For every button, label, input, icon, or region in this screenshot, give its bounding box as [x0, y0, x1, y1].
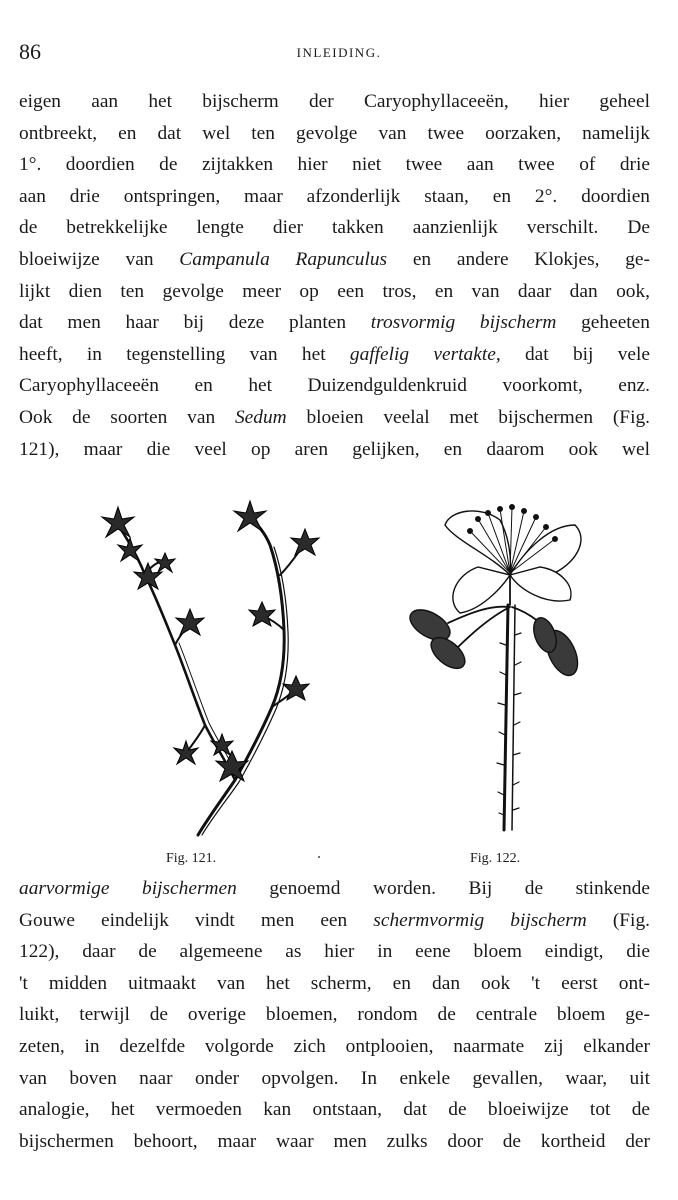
text-line	[19, 999, 650, 1031]
text-line	[19, 905, 650, 937]
text-segment: de betrekkelijke lengte dier takken aanzienlijk verschilt. De	[19, 217, 650, 239]
text-segment: lijkt dien ten gevolge meer op een tros, en van daar dan ook,	[19, 280, 650, 302]
text-segment: 122), daar de algemeene as hier in eene bloem eindigt, die	[19, 941, 650, 963]
text-segment: 1°. doordien de zijtakken hier niet twee aan twee of drie	[19, 154, 650, 176]
text-line	[19, 1126, 650, 1158]
figure-caption-122: Fig. 122.	[470, 851, 521, 866]
botanical-illustrations	[0, 495, 678, 875]
text-line	[19, 118, 650, 150]
text-segment: genoemd worden. Bij de stinkende	[236, 878, 650, 899]
text-segment: 't midden uitmaakt van het scherm, en dan ook 't eerst ont-	[19, 972, 650, 994]
text-segment: dat men haar bij deze planten	[19, 312, 371, 334]
body-text-top	[19, 86, 650, 465]
text-line	[19, 1094, 650, 1126]
text-segment: ontbreekt, en dat wel ten gevolge van twee oorzaken, namelijk	[19, 122, 650, 144]
separator-dot	[318, 856, 320, 858]
text-line	[19, 434, 650, 466]
text-segment: Gouwe eindelijk vindt men een	[19, 909, 374, 931]
italic-term: aarvormige bijschermen	[19, 878, 237, 899]
sedum-illustration	[118, 517, 305, 835]
chelidonium-flower	[445, 505, 581, 614]
text-line	[19, 181, 650, 213]
text-line	[19, 402, 650, 434]
text-line	[19, 1063, 650, 1095]
italic-term: Campanula Rapunculus	[179, 248, 388, 270]
sedum-flowers	[102, 501, 319, 781]
text-segment: eigen aan het bijscherm der Caryophyllaceeën, hier geheel	[19, 91, 650, 112]
text-segment: geheeten	[556, 312, 650, 334]
text-line	[19, 968, 650, 1000]
text-segment: analogie, het vermoeden kan ontstaan, dat de bloeiwijze tot de	[19, 1099, 650, 1121]
chelidonium-illustration	[448, 575, 555, 830]
text-line	[19, 149, 650, 181]
text-segment: luikt, terwijl de overige bloemen, rondom de centrale bloem ge-	[19, 1004, 650, 1026]
text-segment: bloeien veelal met bijschermen (Fig.	[286, 406, 650, 428]
italic-term: Sedum	[234, 406, 287, 428]
body-text-bottom	[19, 873, 650, 1157]
text-segment: (Fig.	[586, 909, 650, 931]
text-segment: bloeiwijze van	[19, 248, 180, 270]
text-line	[19, 86, 650, 118]
text-segment: van boven naar onder opvolgen. In enkele gevallen, waar, uit	[19, 1067, 650, 1089]
text-line	[19, 370, 650, 402]
text-segment: Caryophyllaceeën en het Duizendguldenkruid voorkomt, enz.	[19, 375, 650, 397]
text-line	[19, 212, 650, 244]
page-number: 86	[19, 39, 41, 64]
running-head: INLEIDING.	[296, 45, 382, 60]
text-line	[19, 873, 650, 905]
text-segment: 121), maar die veel op aren gelijken, en daarom ook wel	[19, 438, 650, 460]
italic-term: schermvormig bijscherm	[373, 909, 587, 931]
figure-caption-121: Fig. 121.	[166, 851, 217, 866]
text-segment: aan drie ontspringen, maar afzonderlijk staan, en 2°. doordien	[19, 185, 650, 207]
text-line	[19, 307, 650, 339]
text-line	[19, 1031, 650, 1063]
text-segment: bijschermen behoort, maar waar men zulks door de kortheid der	[19, 1130, 650, 1152]
text-segment: zeten, in dezelfde volgorde zich ontplooien, naarmate zij elkander	[19, 1035, 650, 1057]
text-line	[19, 276, 650, 308]
italic-term: gaffelig vertakte,	[349, 343, 501, 365]
text-segment: en andere Klokjes, ge-	[387, 248, 650, 270]
figure-area	[0, 495, 678, 875]
text-line	[19, 936, 650, 968]
text-segment: dat bij vele	[500, 343, 651, 365]
chelidonium-buds	[405, 604, 584, 681]
text-segment: Ook de soorten van	[19, 406, 235, 428]
text-segment: heeft, in tegenstelling van het	[19, 343, 350, 365]
text-line	[19, 244, 650, 276]
italic-term: trosvormig bijscherm	[370, 312, 557, 334]
text-line	[19, 339, 650, 371]
